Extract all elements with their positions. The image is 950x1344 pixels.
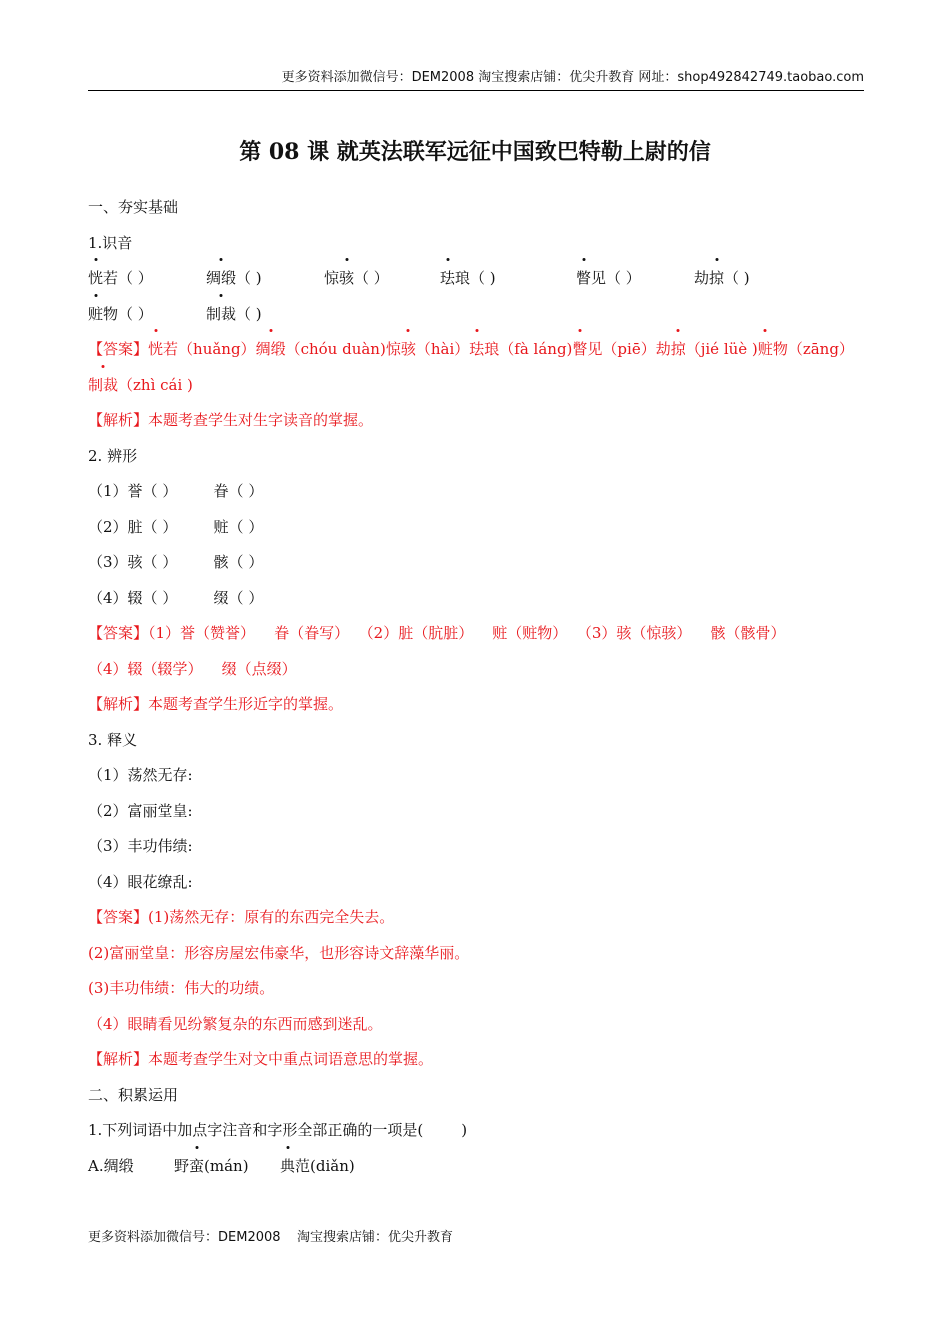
analysis-tag: 【解析】 (88, 411, 149, 429)
answer-item: 瞥见（piē） (572, 340, 655, 358)
question-row: （3）丰功伟绩: (88, 837, 193, 855)
document-body (88, 190, 868, 1184)
question-row: （2）富丽堂皇: (88, 801, 193, 820)
answer-line (88, 332, 868, 368)
analysis-text: 本题考查学生对生字读音的掌握。 (148, 411, 374, 429)
answer-item: 赃物（zāng） (758, 340, 854, 358)
question-heading: 3. 释义 (88, 730, 138, 749)
analysis-text: 本题考查学生形近字的掌握。 (148, 695, 344, 713)
dotted-char: 典 (280, 1149, 295, 1185)
answer-tag: 【答案】 (88, 340, 149, 358)
answer-item: 绸缎（chóu duàn) (256, 340, 386, 358)
dotted-char: 珐 (440, 261, 455, 297)
analysis-tag: 【解析】 (88, 695, 149, 713)
word-item: 珐琅（ ) (440, 261, 576, 297)
dotted-char: 蛮 (189, 1149, 204, 1185)
dotted-char: 骇 (339, 261, 354, 297)
answer-line (88, 368, 868, 404)
word-item: 惊骇（ ） (324, 261, 440, 297)
answer-item: 珐琅（fà láng) (469, 340, 572, 358)
answer-line: (2)富丽堂皇：形容房屋宏伟豪华，也形容诗文辞藻华丽。 (88, 943, 470, 962)
word-item: 恍若（ ） (88, 261, 206, 297)
dotted-char: 恍 (88, 261, 103, 297)
word-item: 劫掠（ ) (694, 269, 750, 287)
page-title: 第 08 课 就英法联军远征中国致巴特勒上尉的信 (239, 139, 711, 165)
section-heading: 一、夯实基础 (88, 198, 179, 216)
answer-item: 劫掠（jié lüè ) (656, 340, 758, 358)
analysis-line (88, 687, 868, 723)
question-row: （4）眼花缭乱: (88, 872, 193, 891)
answer-text: （1）誉（赞誉） 眷（眷写） （2）脏（肮脏） 赃（赃物） （3）骇（惊骇） 骸（骸骨） (148, 624, 786, 642)
analysis-tag: 【解析】 (88, 1050, 149, 1068)
question-row (88, 261, 868, 297)
answer-item: 制裁（zhì cái ) (88, 376, 193, 394)
question-row (88, 297, 868, 333)
answer-item: 恍若（huǎng） (148, 340, 256, 358)
analysis-line (88, 403, 868, 439)
question-heading: 1.识音 (88, 233, 133, 252)
answer-line: （4）辍（辍学） 缀（点缀） (88, 659, 297, 678)
question-heading: 2. 辨形 (88, 446, 138, 465)
word-item: 瞥见（ ） (576, 261, 694, 297)
answer-item: 惊骇（hài） (386, 340, 469, 358)
question-row: （4）辍（ ） 缀（ ） (88, 588, 264, 607)
word-item: 赃物（ ） (88, 297, 206, 333)
dotted-char: 赃 (88, 297, 103, 333)
question-row: （1）荡然无存: (88, 766, 193, 784)
page-header: 更多资料添加微信号：DEM2008 淘宝搜索店铺：优尖升教育 网址：shop492842749.taobao.com (88, 68, 864, 91)
answer-text: (1)荡然无存：原有的东西完全失去。 (148, 908, 395, 926)
answer-line: (3)丰功伟绩：伟大的功绩。 (88, 979, 275, 997)
question-row: （3）骇（ ） 骸（ ） (88, 553, 264, 571)
analysis-line (88, 1042, 868, 1078)
answer-tag: 【答案】 (88, 908, 149, 926)
answer-line: （4）眼睛看见纷繁复杂的东西而感到迷乱。 (88, 1014, 383, 1033)
option-row (88, 1149, 868, 1185)
section-heading: 二、积累运用 (88, 1085, 179, 1104)
option-word: 野蛮(mán) (174, 1149, 280, 1185)
page-footer: 更多资料添加微信号：DEM2008 淘宝搜索店铺：优尖升教育 (88, 1230, 454, 1245)
option-word: A.绸缎 (88, 1156, 134, 1175)
dotted-char: 掠 (709, 261, 724, 297)
word-item: 制裁（ ) (206, 305, 262, 323)
question-text: 1.下列词语中加点字注音和字形全部正确的一项是( ) (88, 1121, 468, 1139)
word-item: 绸缎（ ) (206, 261, 324, 297)
answer-line (88, 616, 868, 652)
option-word: 典范(diǎn) (280, 1157, 355, 1175)
answer-tag: 【答案】 (88, 624, 149, 642)
answer-line (88, 900, 868, 936)
question-row: （1）誉（ ） 眷（ ） (88, 482, 264, 500)
dotted-char: 瞥 (576, 261, 591, 297)
dotted-char: 绸缎 (206, 261, 236, 297)
question-row: （2）脏（ ） 赃（ ） (88, 517, 264, 536)
analysis-text: 本题考查学生对文中重点词语意思的掌握。 (148, 1050, 434, 1068)
dotted-char: 制裁 (206, 297, 236, 333)
